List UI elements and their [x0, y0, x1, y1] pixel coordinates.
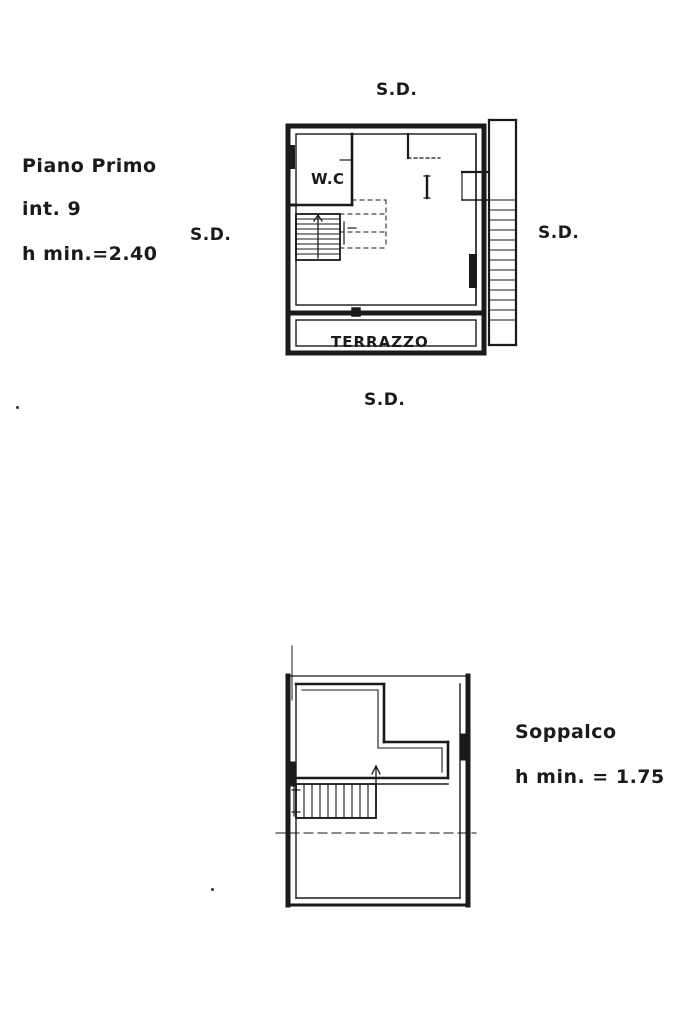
- room-label-wc: W.C: [311, 170, 345, 188]
- soppalco-geometry: [276, 646, 476, 905]
- room-label-terrazzo: TERRAZZO: [331, 333, 429, 351]
- soppalco-title: Soppalco: [515, 721, 617, 743]
- ink-speck: [16, 406, 19, 409]
- boundary-label-sd-top: S.D.: [376, 80, 418, 100]
- piano-primo-unit: int. 9: [22, 198, 82, 220]
- piano-primo-height-note: h min.=2.40: [22, 243, 158, 265]
- soppalco-height-note: h min. = 1.75: [515, 766, 665, 788]
- boundary-label-sd-bottom: S.D.: [364, 390, 406, 410]
- ink-speck: [211, 888, 214, 891]
- piano-primo-geometry: [288, 120, 516, 353]
- boundary-label-sd-right: S.D.: [538, 223, 580, 243]
- piano-primo-title: Piano Primo: [22, 155, 157, 177]
- boundary-label-sd-left: S.D.: [190, 225, 232, 245]
